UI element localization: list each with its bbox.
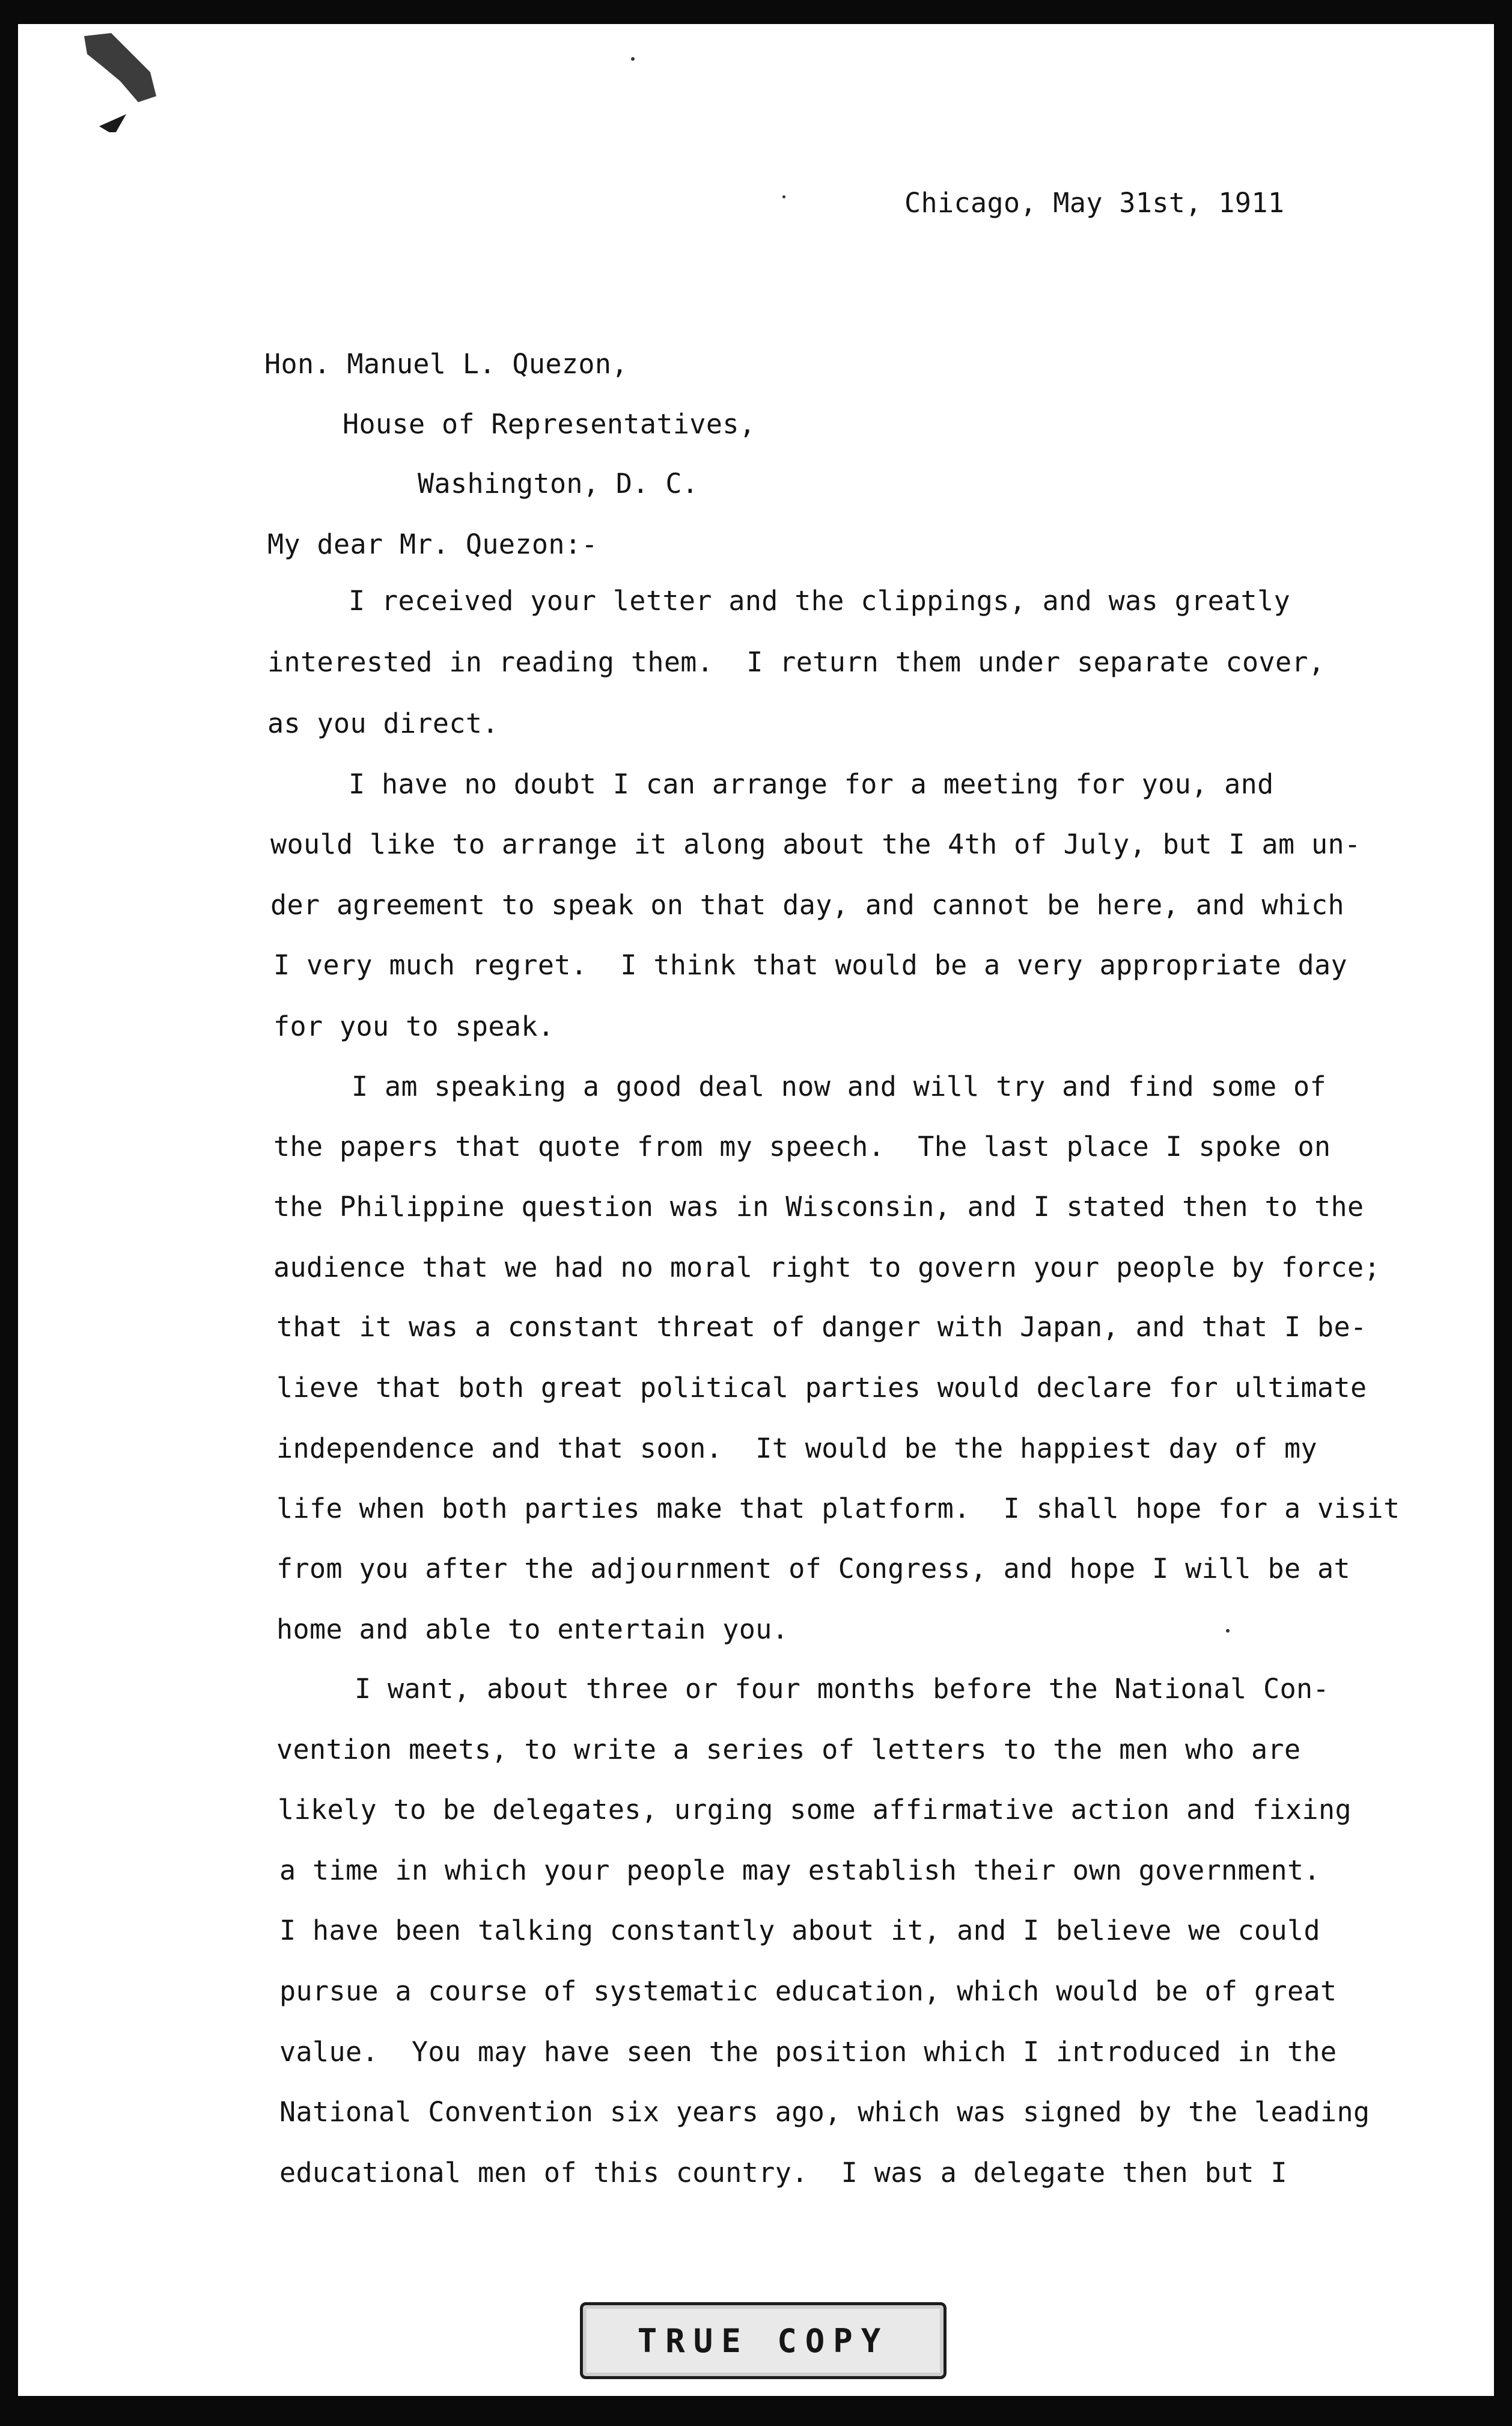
body-line: lieve that both great political parties would declare for ultimate	[276, 1372, 1367, 1404]
body-line: as you direct.	[267, 707, 499, 739]
dateline: Chicago, May 31st, 1911	[904, 187, 1285, 219]
body-line: would like to arrange it along about the 4th of July, but I am un-	[270, 828, 1361, 860]
salutation: My dear Mr. Quezon:-	[267, 528, 598, 560]
body-line: that it was a constant threat of danger with Japan, and that I be-	[276, 1311, 1367, 1343]
body-line: for you to speak.	[273, 1010, 555, 1042]
body-line: I received your letter and the clippings, and was greatly	[349, 585, 1291, 617]
body-line: value. You may have seen the position which I introduced in the	[279, 2036, 1337, 2068]
body-line: independence and that soon. It would be the happiest day of my	[276, 1432, 1318, 1464]
true-copy-stamp	[580, 2302, 947, 2379]
body-line: home and able to entertain you.	[276, 1613, 789, 1645]
body-line: I want, about three or four months before the National Con-	[355, 1673, 1330, 1705]
body-line: a time in which your people may establish their own government.	[279, 1854, 1321, 1886]
recipient-name: Hon. Manuel L. Quezon,	[264, 348, 628, 380]
body-line: der agreement to speak on that day, and cannot be here, and which	[270, 889, 1344, 921]
stamp-text: TRUE COPY	[637, 2321, 889, 2360]
body-line: from you after the adjournment of Congress, and hope I will be at	[276, 1553, 1350, 1584]
recipient-city: Washington, D. C.	[418, 468, 699, 500]
body-line: vention meets, to write a series of letters to the men who are	[276, 1734, 1301, 1765]
body-line: audience that we had no moral right to govern your people by force;	[273, 1251, 1380, 1283]
body-line: the papers that quote from my speech. The last place I spoke on	[273, 1131, 1331, 1163]
body-line: likely to be delegates, urging some affirmative action and fixing	[278, 1794, 1352, 1826]
body-line: interested in reading them. I return them under separate cover,	[267, 646, 1325, 678]
body-line: I very much regret. I think that would be a very appropriate day	[273, 949, 1347, 981]
body-line: I have been talking constantly about it, and I believe we could	[279, 1914, 1321, 1946]
body-line: I am speaking a good deal now and will try and find some of	[352, 1071, 1327, 1102]
body-line: the Philippine question was in Wisconsin, and I stated then to the	[273, 1191, 1364, 1223]
body-line: National Convention six years ago, which was signed by the leading	[279, 2096, 1370, 2128]
recipient-office: House of Representatives,	[343, 408, 756, 440]
body-line: I have no doubt I can arrange for a meeting for you, and	[349, 768, 1274, 800]
body-line: life when both parties make that platform. I shall hope for a visit	[276, 1493, 1400, 1524]
body-line: pursue a course of systematic education, which would be of great	[279, 1975, 1337, 2007]
body-line: educational men of this country. I was a delegate then but I	[279, 2157, 1288, 2189]
